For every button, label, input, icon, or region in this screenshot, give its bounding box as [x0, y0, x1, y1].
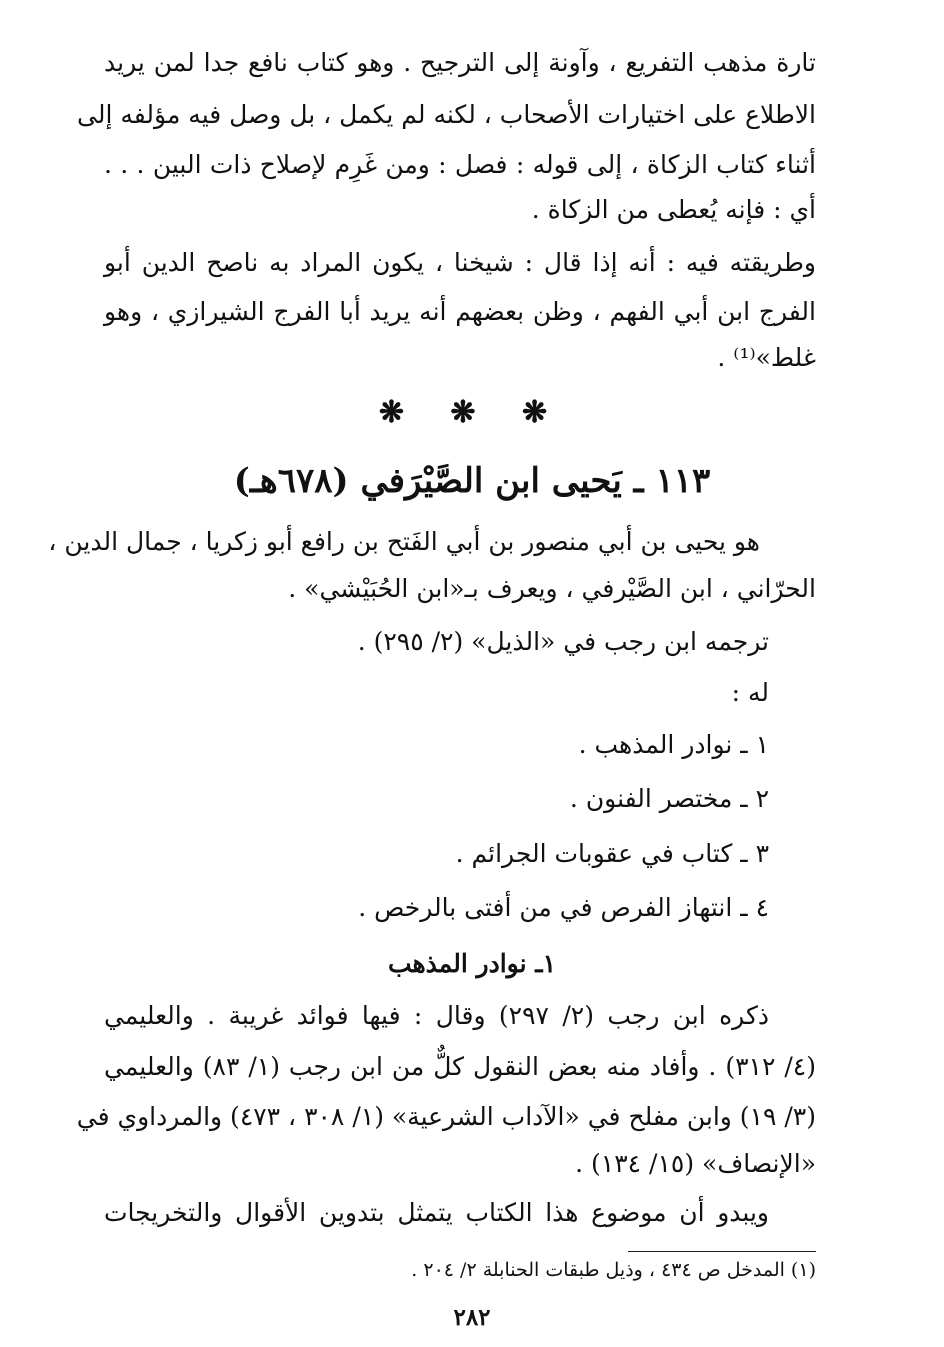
work-item: ١ ـ نوادر المذهب . [578, 730, 769, 759]
text-line: غلط»⁽¹⁾ . [717, 343, 816, 372]
footnote-rule [628, 1251, 816, 1252]
entry-title: ١١٣ ـ يَحيى ابن الصَّيْرَفي (٦٧٨هـ) [233, 461, 711, 501]
page-number: ٢٨٢ [453, 1304, 491, 1331]
footnote: (١) المدخل ص ٤٣٤ ، وذيل طبقات الحنابلة ٢/ ٢٠٤ . [411, 1259, 816, 1281]
work-item: ٤ ـ انتهاز الفرص في من أفتى بالرخص . [358, 893, 769, 922]
text-line: الفرج ابن أبي الفهم ، وظن بعضهم أنه يريد أبا الفرج الشيرازي ، وهو [104, 297, 816, 326]
text-line: أثناء كتاب الزكاة ، إلى قوله : فصل : ومن غَرِم لإصلاح ذات البين . . . [104, 150, 816, 179]
work-item: ٣ ـ كتاب في عقوبات الجرائم . [455, 839, 769, 868]
text-line: وطريقته فيه : أنه إذا قال : شيخنا ، يكون المراد به ناصح الدين أبو [104, 248, 816, 277]
text-line: الاطلاع على اختيارات الأصحاب ، لكنه لم يكمل ، بل وصل فيه مؤلفه إلى [77, 100, 816, 129]
bio-line: هو يحيى بن أبي منصور بن أبي الفَتح بن رافع أبو زكريا ، جمال الدين ، [48, 527, 760, 556]
source-line: ترجمه ابن رجب في «الذيل» (٢/ ٢٩٥) . [357, 627, 769, 656]
text-line: تارة مذهب التفريع ، وآونة إلى الترجيح . وهو كتاب نافع جدا لمن يريد [104, 48, 816, 77]
text-line: «الإنصاف» (١٥/ ١٣٤) . [575, 1149, 816, 1178]
section-separator: ❋ ❋ ❋ [378, 395, 566, 430]
text-line: ويبدو أن موضوع هذا الكتاب يتمثل بتدوين الأقوال والتخريجات [104, 1198, 769, 1227]
work-item: ٢ ـ مختصر الفنون . [569, 784, 769, 813]
works-label: له : [731, 678, 769, 707]
text-line: أي : فإنه يُعطى من الزكاة . [531, 195, 816, 224]
text-line: (٣/ ١٩) وابن مفلح في «الآداب الشرعية» (١/ ٣٠٨ ، ٤٧٣) والمرداوي في [76, 1102, 816, 1131]
section-heading: ١ـ نوادر المذهب [387, 949, 557, 978]
bio-line: الحرّاني ، ابن الصَّيْرفي ، ويعرف بـ«ابن الحُبَيْشي» . [288, 574, 816, 603]
text-line: ذكره ابن رجب (٢/ ٢٩٧) وقال : فيها فوائد غريبة . والعليمي [104, 1001, 769, 1030]
text-line: (٤/ ٣١٢) . وأفاد منه بعض النقول كلٌّ من ابن رجب (١/ ٨٣) والعليمي [104, 1052, 816, 1081]
